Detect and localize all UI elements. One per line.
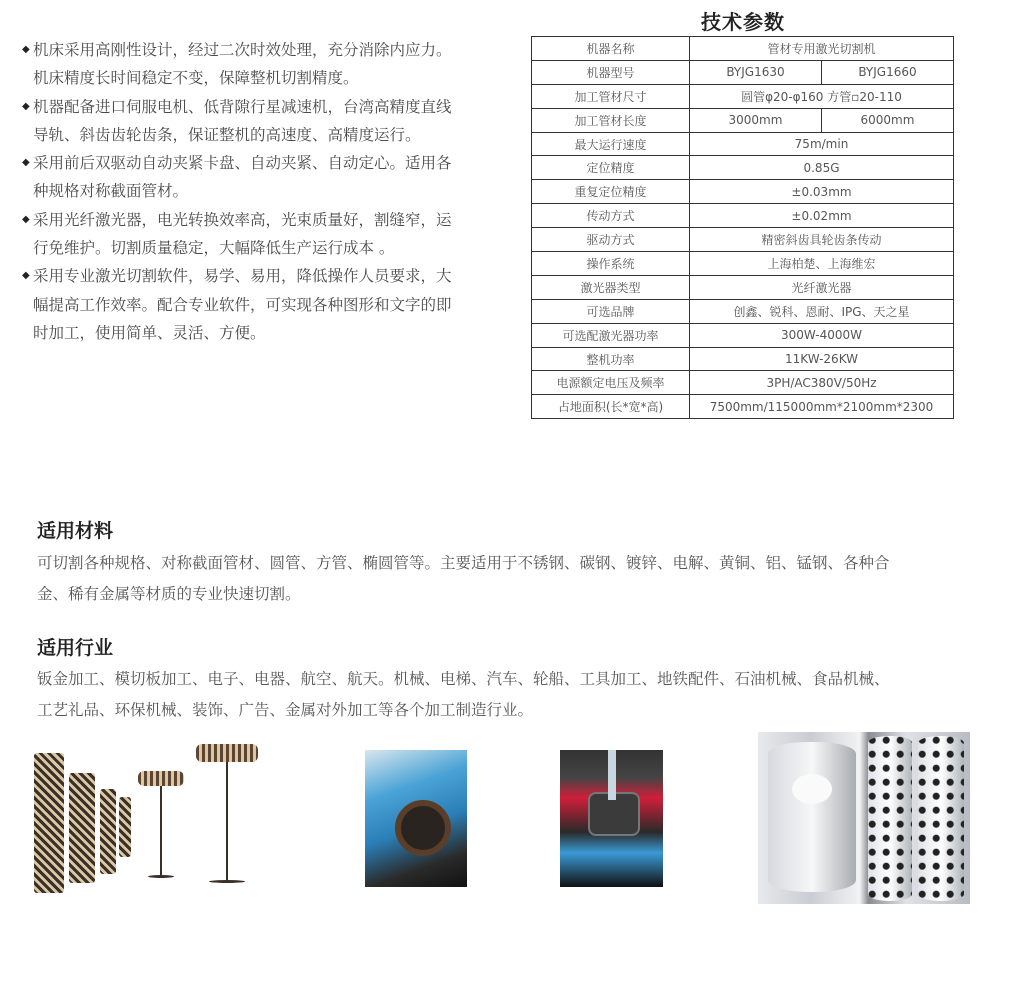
feature-line: 机器配备进口伺服电机、低背隙行星减速机，台湾高精度直线 bbox=[33, 97, 452, 116]
spec-label: 定位精度 bbox=[532, 156, 690, 180]
feature-line: 导轨、斜齿齿轮齿条，保证整机的高速度、高精度运行。 bbox=[33, 125, 421, 144]
feature-line: 采用专业激光切割软件，易学、易用，降低操作人员要求，大 bbox=[33, 267, 452, 286]
industries-line: 钣金加工、模切板加工、电子、电器、航空、航天。机械、电梯、汽车、轮船、工具加工、地铁配件、石油机械、食品机械、 bbox=[37, 670, 890, 688]
feature-item bbox=[22, 206, 502, 263]
spec-value: 0.85G bbox=[690, 156, 954, 180]
materials-line: 可切割各种规格、对称截面管材、圆管、方管、椭圆管等。主要适用于不锈钢、碳钢、镀锌、电解、黄铜、铝、锰钢、各种合 bbox=[37, 554, 890, 572]
spec-table-title: 技术参数 bbox=[701, 10, 785, 34]
spec-value: 7500mm/115000mm*2100mm*2300 bbox=[690, 395, 954, 419]
spec-label: 可选品牌 bbox=[532, 299, 690, 323]
spec-label: 激光器类型 bbox=[532, 275, 690, 299]
table-row bbox=[532, 37, 954, 61]
table-row bbox=[532, 395, 954, 419]
materials-line: 金、稀有金属等材质的专业快速切割。 bbox=[37, 585, 301, 603]
spec-label: 重复定位精度 bbox=[532, 180, 690, 204]
table-row bbox=[532, 204, 954, 228]
feature-line: 采用前后双驱动自动夹紧卡盘、自动夹紧、自动定心。适用各 bbox=[33, 154, 452, 173]
feature-item bbox=[22, 36, 502, 93]
spec-value: ±0.02mm bbox=[690, 204, 954, 228]
photo-cut-steel-tubes bbox=[758, 732, 970, 904]
industries-text bbox=[37, 664, 987, 726]
spec-value: 上海柏楚、上海维宏 bbox=[690, 252, 954, 276]
spec-value: 300W-4000W bbox=[690, 323, 954, 347]
table-row bbox=[532, 84, 954, 108]
feature-line: 种规格对称截面管材。 bbox=[33, 182, 189, 201]
feature-line: 机床采用高刚性设计，经过二次时效处理，充分消除内应力。 bbox=[33, 41, 452, 59]
spec-value: 精密斜齿具轮齿条传动 bbox=[690, 228, 954, 252]
spec-label: 最大运行速度 bbox=[532, 132, 690, 156]
spec-label: 电源额定电压及频率 bbox=[532, 371, 690, 395]
spec-table bbox=[531, 36, 954, 419]
feature-item bbox=[22, 149, 502, 206]
table-row bbox=[532, 371, 954, 395]
spec-value: 圆管φ20-φ160 方管▫20-110 bbox=[690, 84, 954, 108]
feature-line: 行免维护。切割质量稳定，大幅降低生产运行成本 。 bbox=[33, 239, 395, 258]
spec-label: 可选配激光器功率 bbox=[532, 323, 690, 347]
table-row bbox=[532, 252, 954, 276]
spec-value: 创鑫、锐科、恩耐、IPG、天之星 bbox=[690, 299, 954, 323]
diamond-bullet-icon: ◆ bbox=[22, 213, 30, 225]
spec-value: BYJG1630 bbox=[690, 60, 822, 84]
photo-pipe-chuck bbox=[365, 750, 467, 887]
spec-value: 3000mm bbox=[690, 108, 822, 132]
spec-value: 管材专用激光切割机 bbox=[690, 37, 954, 61]
feature-item bbox=[22, 262, 502, 347]
table-row bbox=[532, 347, 954, 371]
feature-item bbox=[22, 93, 502, 150]
diamond-bullet-icon: ◆ bbox=[22, 44, 30, 55]
spec-label: 机器型号 bbox=[532, 60, 690, 84]
feature-line: 时加工，使用简单、灵活、方便。 bbox=[33, 323, 266, 342]
spec-label: 传动方式 bbox=[532, 204, 690, 228]
spec-value: BYJG1660 bbox=[821, 60, 953, 84]
table-row bbox=[532, 299, 954, 323]
table-row bbox=[532, 275, 954, 299]
spec-value: 6000mm bbox=[821, 108, 953, 132]
table-row bbox=[532, 108, 954, 132]
feature-list bbox=[22, 36, 502, 347]
photo-cutting-head bbox=[560, 750, 663, 887]
table-row bbox=[532, 132, 954, 156]
spec-label: 机器名称 bbox=[532, 37, 690, 61]
feature-line: 幅提高工作效率。配合专业软件，可实现各种图形和文字的即 bbox=[33, 295, 452, 314]
spec-label: 驱动方式 bbox=[532, 228, 690, 252]
diamond-bullet-icon: ◆ bbox=[22, 157, 30, 169]
spec-value: 光纤激光器 bbox=[690, 275, 954, 299]
table-row bbox=[532, 180, 954, 204]
table-row bbox=[532, 228, 954, 252]
table-row bbox=[532, 156, 954, 180]
materials-heading: 适用材料 bbox=[37, 520, 114, 542]
spec-label: 加工管材尺寸 bbox=[532, 84, 690, 108]
spec-value: ±0.03mm bbox=[690, 180, 954, 204]
spec-value: 75m/min bbox=[690, 132, 954, 156]
industries-line: 工艺礼品、环保机械、装饰、广告、金属对外加工等各个加工制造行业。 bbox=[37, 701, 534, 719]
table-row bbox=[532, 323, 954, 347]
feature-line: 机床精度长时间稳定不变，保障整机切割精度。 bbox=[33, 69, 359, 88]
spec-label: 整机功率 bbox=[532, 347, 690, 371]
spec-label: 占地面积(长*宽*高) bbox=[532, 395, 690, 419]
feature-line: 采用光纤激光器，电光转换效率高，光束质量好，割缝窄，运 bbox=[33, 210, 452, 229]
industries-heading: 适用行业 bbox=[37, 637, 114, 659]
photo-decorative-lamps bbox=[26, 727, 274, 910]
spec-label: 操作系统 bbox=[532, 252, 690, 276]
materials-text bbox=[37, 548, 987, 610]
diamond-bullet-icon: ◆ bbox=[22, 100, 30, 112]
spec-label: 加工管材长度 bbox=[532, 108, 690, 132]
table-row bbox=[532, 60, 954, 84]
spec-value: 11KW-26KW bbox=[690, 347, 954, 371]
diamond-bullet-icon: ◆ bbox=[22, 270, 30, 282]
spec-value: 3PH/AC380V/50Hz bbox=[690, 371, 954, 395]
